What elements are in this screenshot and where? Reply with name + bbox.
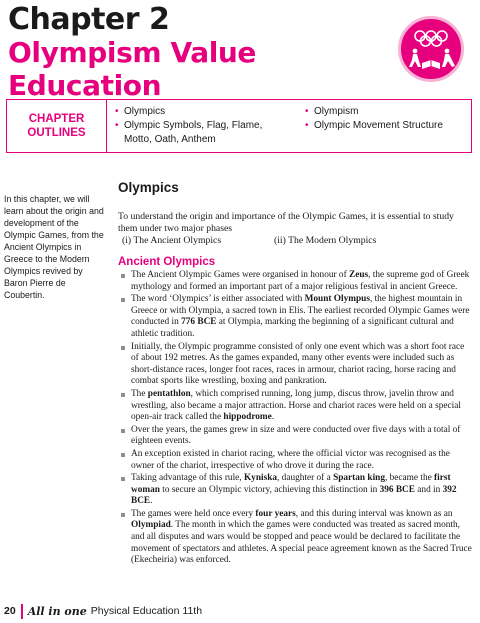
brand-logo: All in one	[27, 604, 87, 618]
outlines-heading-line1: CHAPTER	[28, 113, 85, 125]
main-content	[118, 180, 474, 568]
book-title: Physical Education 11th	[90, 605, 203, 617]
chapter-outlines-heading	[7, 100, 107, 152]
section-title: Olympics	[118, 180, 179, 195]
bullet-item: Taking advantage of this rule, Kyniska, daughter of a Spartan king, became the first woman to secure an Olympic victory, achieving this distinction in 396 BCE and in 392 BCE.	[118, 473, 474, 508]
bullet-item: The pentathlon, which comprised running, long jump, discus throw, javelin throw and wrestling, also became a major attraction. Horse and chariot races were held on a special open-air track called the hippodrome.	[118, 389, 474, 424]
olympic-rings-athletes-logo-icon	[398, 16, 464, 82]
chapter-label: Chapter 2	[8, 2, 170, 37]
bullet-item: Initially, the Olympic programme consisted of only one event which was a short foot race of about 192 metres. As the games expanded, many other events were included such as short-distance races, longer foot races, races in armour, chariot racing, horse racing and combat sports like wrestling, boxing and pankration.	[118, 342, 474, 388]
outline-item: • Olympic Symbols, Flag, Flame, Motto, Oath, Anthem	[115, 119, 275, 147]
bullet-item: The word ‘Olympics’ is either associated with Mount Olympus, the highest mountain in Greece or with Olympia, a sacred town in Elis. The earliest recorded Olympic Games were conducted in 776 BCE at Olympia, marking the beginning of a significant cultural and athletic tradition.	[118, 294, 474, 340]
outline-item: • Olympism	[305, 105, 470, 119]
bullet-item: Over the years, the games grew in size and were conducted over five days with a total of eighteen events.	[118, 425, 474, 448]
phase-item: (ii) The Modern Olympics	[274, 235, 377, 246]
chapter-title-line1: Olympism Value	[8, 36, 257, 69]
bullet-item: An exception existed in chariot racing, where the official victor was recognised as the owner of the chariot, irrespective of who drove it during the race.	[118, 449, 474, 472]
bullet-item: The Ancient Olympic Games were organised in honour of Zeus, the supreme god of Greek mythology and formed an important part of a major religious festival in ancient Greece.	[118, 270, 474, 293]
chapter-title-line2: Education	[8, 69, 162, 102]
phase-item: (i) The Ancient Olympics	[122, 235, 222, 246]
intro-paragraph: To understand the origin and importance of the Olympic Games, it is essential to study them under two major phases	[118, 211, 454, 234]
outlines-list-right	[305, 105, 470, 133]
chapter-outlines-box	[6, 99, 472, 153]
bullet-item: The games were held once every four years, and this during interval was known as an Olympiad. The month in which the games were conducted was treated as sacred month, and all disputes and wars would be stopped and peace would be declared to facilitate the movement of spectators and athletes. A special peace agreement known as the Sacred Truce (Ekecheiria) was enforced.	[118, 509, 474, 567]
page-number: 20	[4, 605, 16, 617]
footer-divider	[21, 604, 23, 619]
side-note: In this chapter, we will learn about the origin and development of the Olympic Games, from the Ancient Olympics in Greece to the Modern Olympics revived by Baron Pierre de Coubertin.	[4, 194, 104, 300]
phase-list	[118, 235, 474, 247]
outlines-list-left	[115, 105, 275, 147]
ancient-olympics-bullets	[118, 270, 474, 567]
chapter-title	[8, 36, 256, 102]
outline-item: • Olympic Movement Structure	[305, 119, 470, 133]
page-footer	[0, 602, 480, 620]
outlines-heading-line2: OUTLINES	[27, 127, 86, 139]
outline-item: • Olympics	[115, 105, 275, 119]
subsection-title: Ancient Olympics	[118, 256, 216, 268]
